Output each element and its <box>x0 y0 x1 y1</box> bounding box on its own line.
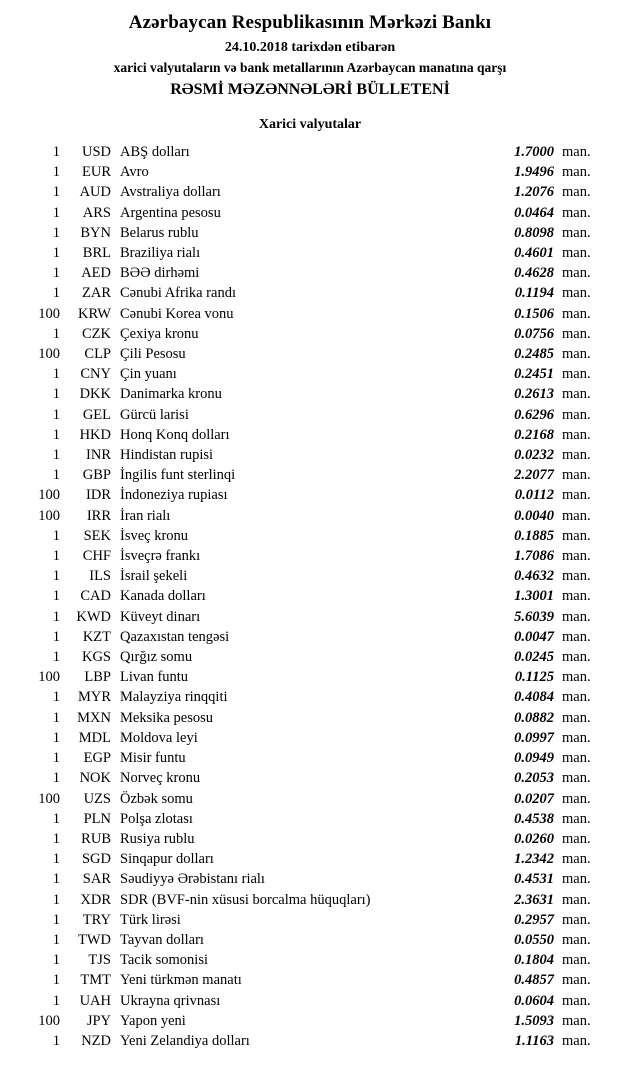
currency-rate: 0.0260 <box>514 830 554 847</box>
currency-name: Səudiyyə Ərəbistanı rialı <box>120 871 265 888</box>
currency-unit: man. <box>562 931 591 948</box>
currency-unit: man. <box>562 527 591 544</box>
page-title: Azərbaycan Respublikasının Mərkəzi Bankı <box>128 12 492 33</box>
currency-amount: 1 <box>52 931 60 948</box>
currency-code: CAD <box>80 588 111 605</box>
currency-unit: man. <box>562 568 591 585</box>
currency-amount: 1 <box>52 406 60 423</box>
currency-code: LBP <box>84 669 111 686</box>
table-row <box>18 506 602 526</box>
currency-rate: 0.2053 <box>514 770 554 787</box>
currency-rate: 0.2168 <box>514 426 554 443</box>
table-row <box>18 849 602 869</box>
currency-name: Norveç kronu <box>120 770 201 787</box>
currency-rate: 0.4632 <box>514 568 554 585</box>
currency-code: AED <box>81 265 111 282</box>
currency-name: Yapon yeni <box>120 1012 186 1029</box>
currency-amount: 1 <box>52 467 60 484</box>
currency-code: BYN <box>80 224 111 241</box>
currency-name: Özbək somu <box>120 790 193 807</box>
currency-code: GEL <box>82 406 111 423</box>
currency-rate: 0.8098 <box>514 224 554 241</box>
currency-rate: 0.0207 <box>514 790 554 807</box>
currency-name: Gürcü larisi <box>120 406 189 423</box>
table-row <box>18 263 602 283</box>
currency-code: MYR <box>77 689 111 706</box>
currency-code: UZS <box>83 790 111 807</box>
currency-amount: 1 <box>52 709 60 726</box>
currency-rate: 0.4601 <box>514 245 554 262</box>
currency-amount: 1 <box>52 447 60 464</box>
currency-rate: 1.7086 <box>514 548 554 565</box>
table-row <box>18 890 602 910</box>
currency-code: CNY <box>80 366 111 383</box>
currency-amount: 1 <box>52 386 60 403</box>
currency-amount: 1 <box>52 729 60 746</box>
currency-amount: 1 <box>52 750 60 767</box>
currency-amount: 1 <box>52 164 60 181</box>
currency-amount: 1 <box>52 224 60 241</box>
currency-rates-table <box>18 142 602 1051</box>
table-row <box>18 809 602 829</box>
currency-amount: 1 <box>52 527 60 544</box>
currency-name: İran rialı <box>120 507 171 524</box>
currency-code: TMT <box>80 972 111 989</box>
table-row <box>18 304 602 324</box>
table-row <box>18 910 602 930</box>
table-row <box>18 789 602 809</box>
table-row <box>18 607 602 627</box>
table-row <box>18 1011 602 1031</box>
currency-unit: man. <box>562 608 591 625</box>
currency-code: MDL <box>78 729 111 746</box>
currency-name: Livan funtu <box>120 669 189 686</box>
table-row <box>18 243 602 263</box>
table-row <box>18 283 602 303</box>
currency-name: İsrail şekeli <box>120 568 188 585</box>
currency-name: Sinqapur dolları <box>120 851 214 868</box>
currency-amount: 1 <box>52 184 60 201</box>
currency-code: MXN <box>77 709 111 726</box>
table-row <box>18 203 602 223</box>
currency-code: RUB <box>81 830 111 847</box>
currency-amount: 1 <box>52 891 60 908</box>
currency-amount: 1 <box>52 649 60 666</box>
currency-unit: man. <box>562 447 591 464</box>
table-row <box>18 1031 602 1051</box>
currency-rate: 0.1804 <box>514 952 554 969</box>
currency-code: BRL <box>82 245 111 262</box>
currency-rate: 0.0047 <box>514 628 554 645</box>
currency-unit: man. <box>562 305 591 322</box>
table-row <box>18 829 602 849</box>
table-row <box>18 667 602 687</box>
currency-code: ZAR <box>82 285 111 302</box>
table-row <box>18 344 602 364</box>
currency-code: EUR <box>82 164 111 181</box>
table-row <box>18 566 602 586</box>
currency-code: SEK <box>83 527 111 544</box>
currency-name: ABŞ dolları <box>120 144 190 160</box>
currency-rate: 0.1125 <box>514 669 554 686</box>
currency-unit: man. <box>562 285 591 302</box>
table-row <box>18 627 602 647</box>
currency-unit: man. <box>562 507 591 524</box>
currency-name: Küveyt dinarı <box>120 608 201 625</box>
table-row <box>18 546 602 566</box>
currency-name: Avro <box>120 164 149 181</box>
table-row <box>18 364 602 384</box>
currency-amount: 100 <box>38 305 60 322</box>
currency-rate: 0.2485 <box>514 346 554 363</box>
currency-name: Yeni Zelandiya dolları <box>120 1032 250 1049</box>
currency-code: SAR <box>82 871 111 888</box>
currency-code: XDR <box>80 891 111 908</box>
currency-code: IDR <box>86 487 111 504</box>
currency-amount: 1 <box>52 265 60 282</box>
currency-unit: man. <box>562 972 591 989</box>
table-row <box>18 748 602 768</box>
currency-amount: 1 <box>52 992 60 1009</box>
table-row <box>18 465 602 485</box>
currency-amount: 1 <box>52 366 60 383</box>
currency-unit: man. <box>562 830 591 847</box>
currency-rate: 0.0245 <box>514 649 554 666</box>
currency-unit: man. <box>562 911 591 928</box>
currency-rate: 0.0604 <box>514 992 554 1009</box>
currency-name: Polşa zlotası <box>120 810 193 827</box>
currency-rate: 0.4531 <box>514 871 554 888</box>
currency-unit: man. <box>562 487 591 504</box>
currency-name: Qazaxıstan tengəsi <box>120 628 230 645</box>
currency-amount: 1 <box>52 568 60 585</box>
currency-rate: 0.0040 <box>514 507 554 524</box>
table-row <box>18 405 602 425</box>
currency-rate: 0.0949 <box>514 750 554 767</box>
currency-name: Avstraliya dolları <box>120 184 221 201</box>
currency-unit: man. <box>562 144 591 160</box>
currency-rate: 1.3001 <box>514 588 554 605</box>
currency-amount: 1 <box>52 426 60 443</box>
currency-unit: man. <box>562 851 591 868</box>
currency-rate: 5.6039 <box>514 608 554 625</box>
currency-unit: man. <box>562 790 591 807</box>
table-row <box>18 142 602 162</box>
currency-rate: 2.3631 <box>514 891 554 908</box>
currency-name: Danimarka kronu <box>120 386 222 403</box>
section-heading-foreign-currencies: Xarici valyutalar <box>258 117 362 132</box>
currency-code: TRY <box>82 911 111 928</box>
currency-rate: 1.2342 <box>514 851 554 868</box>
currency-code: ARS <box>82 204 111 221</box>
currency-unit: man. <box>562 548 591 565</box>
currency-amount: 100 <box>38 790 60 807</box>
table-row <box>18 768 602 788</box>
currency-rate: 0.4857 <box>514 972 554 989</box>
currency-rate: 0.6296 <box>514 406 554 423</box>
currency-rate: 1.5093 <box>514 1012 554 1029</box>
table-row <box>18 708 602 728</box>
currency-unit: man. <box>562 426 591 443</box>
currency-name: Meksika pesosu <box>120 709 214 726</box>
currency-unit: man. <box>562 245 591 262</box>
table-row <box>18 223 602 243</box>
table-row <box>18 324 602 344</box>
currency-amount: 1 <box>52 972 60 989</box>
currency-code: JPY <box>86 1012 111 1029</box>
currency-rate: 1.7000 <box>514 144 554 160</box>
table-row <box>18 869 602 889</box>
currency-unit: man. <box>562 366 591 383</box>
currency-amount: 1 <box>52 689 60 706</box>
currency-name: Misir funtu <box>120 750 186 767</box>
currency-rate: 0.4538 <box>514 810 554 827</box>
currency-amount: 1 <box>52 325 60 342</box>
currency-name: Cənubi Korea vonu <box>120 305 234 322</box>
currency-amount: 1 <box>52 952 60 969</box>
currency-rate: 1.1163 <box>514 1032 554 1049</box>
currency-unit: man. <box>562 588 591 605</box>
table-row <box>18 485 602 505</box>
currency-name: İsveçrə frankı <box>120 548 201 565</box>
currency-rate: 0.4084 <box>514 689 554 706</box>
currency-amount: 1 <box>52 871 60 888</box>
currency-unit: man. <box>562 164 591 181</box>
currency-name: Tayvan dolları <box>120 931 204 948</box>
currency-amount: 100 <box>38 1012 60 1029</box>
currency-name: Argentina pesosu <box>120 204 221 221</box>
currency-name: BƏƏ dirhəmi <box>120 265 200 282</box>
currency-unit: man. <box>562 1012 591 1029</box>
currency-code: CLP <box>84 346 111 363</box>
currency-code: KGS <box>81 649 111 666</box>
currency-unit: man. <box>562 952 591 969</box>
currency-amount: 100 <box>38 507 60 524</box>
currency-rate: 0.0112 <box>514 487 554 504</box>
currency-name: Yeni türkmən manatı <box>120 972 242 989</box>
currency-name: Malayziya rinqqiti <box>120 689 228 706</box>
currency-rate: 0.1194 <box>514 285 554 302</box>
currency-unit: man. <box>562 265 591 282</box>
bulletin-line: RƏSMİ MƏZƏNNƏLƏRİ BÜLLETENİ <box>170 81 450 98</box>
currency-unit: man. <box>562 406 591 423</box>
currency-code: ILS <box>89 568 111 585</box>
currency-name: Honq Konq dolları <box>120 426 230 443</box>
currency-amount: 1 <box>52 851 60 868</box>
currency-amount: 1 <box>52 144 60 160</box>
currency-code: HKD <box>79 426 111 443</box>
currency-amount: 1 <box>52 548 60 565</box>
currency-name: Hindistan rupisi <box>120 447 214 464</box>
currency-amount: 1 <box>52 810 60 827</box>
currency-rates-body <box>18 142 602 1051</box>
currency-rate: 0.0232 <box>514 447 554 464</box>
currency-rate: 0.0882 <box>514 709 554 726</box>
currency-unit: man. <box>562 346 591 363</box>
currency-unit: man. <box>562 467 591 484</box>
currency-amount: 1 <box>52 285 60 302</box>
table-row <box>18 930 602 950</box>
currency-rate: 0.1506 <box>514 305 554 322</box>
currency-unit: man. <box>562 325 591 342</box>
table-row <box>18 586 602 606</box>
currency-code: TWD <box>77 931 111 948</box>
table-row <box>18 647 602 667</box>
currency-amount: 1 <box>52 911 60 928</box>
currency-unit: man. <box>562 770 591 787</box>
currency-unit: man. <box>562 184 591 201</box>
currency-amount: 1 <box>52 770 60 787</box>
currency-name: Çexiya kronu <box>120 325 199 342</box>
currency-code: USD <box>81 144 111 160</box>
currency-name: Moldova leyi <box>120 729 198 746</box>
table-row <box>18 384 602 404</box>
currency-code: DKK <box>79 386 111 403</box>
currency-rate: 0.2451 <box>514 366 554 383</box>
currency-code: IRR <box>86 507 111 524</box>
currency-code: NOK <box>79 770 111 787</box>
currency-name: Çili Pesosu <box>120 346 186 363</box>
currency-unit: man. <box>562 1032 591 1049</box>
currency-name: Cənubi Afrika randı <box>120 285 236 302</box>
currency-name: SDR (BVF-nin xüsusi borcalma hüquqları) <box>120 891 371 908</box>
currency-name: Kanada dolları <box>120 588 206 605</box>
currency-name: İsveç kronu <box>120 527 189 544</box>
currency-name: Ukrayna qrivnası <box>120 992 221 1009</box>
currency-unit: man. <box>562 628 591 645</box>
currency-amount: 1 <box>52 204 60 221</box>
currency-amount: 1 <box>52 830 60 847</box>
currency-unit: man. <box>562 810 591 827</box>
currency-rate: 2.2077 <box>514 467 554 484</box>
description-line: xarici valyutaların və bank metallarının Azərbaycan manatına qarşı <box>113 60 507 75</box>
effective-date-line: 24.10.2018 tarixdən etibarən <box>224 40 396 55</box>
currency-name: Rusiya rublu <box>120 830 195 847</box>
currency-name: İngilis funt sterlinqi <box>120 467 236 484</box>
currency-code: PLN <box>83 810 111 827</box>
currency-name: Tacik somonisi <box>120 952 208 969</box>
table-row <box>18 526 602 546</box>
currency-amount: 100 <box>38 487 60 504</box>
currency-name: Braziliya rialı <box>120 245 201 262</box>
table-row <box>18 445 602 465</box>
currency-code: CZK <box>82 325 111 342</box>
currency-amount: 1 <box>52 608 60 625</box>
currency-rate: 1.9496 <box>514 164 554 181</box>
currency-unit: man. <box>562 871 591 888</box>
currency-unit: man. <box>562 386 591 403</box>
table-row <box>18 950 602 970</box>
currency-code: AUD <box>79 184 111 201</box>
currency-unit: man. <box>562 689 591 706</box>
currency-rate: 0.0997 <box>514 729 554 746</box>
currency-code: KRW <box>77 305 111 322</box>
currency-name: Qırğız somu <box>120 649 193 666</box>
currency-unit: man. <box>562 891 591 908</box>
table-row <box>18 425 602 445</box>
currency-rate: 0.0550 <box>514 931 554 948</box>
currency-code: INR <box>86 447 111 464</box>
currency-code: GBP <box>82 467 111 484</box>
currency-unit: man. <box>562 709 591 726</box>
currency-unit: man. <box>562 204 591 221</box>
currency-amount: 100 <box>38 669 60 686</box>
currency-unit: man. <box>562 750 591 767</box>
currency-rate: 0.1885 <box>514 527 554 544</box>
currency-code: TJS <box>88 952 111 969</box>
currency-amount: 1 <box>52 628 60 645</box>
table-row <box>18 687 602 707</box>
currency-code: NZD <box>81 1032 111 1049</box>
currency-amount: 1 <box>52 588 60 605</box>
currency-unit: man. <box>562 649 591 666</box>
currency-name: Belarus rublu <box>120 224 199 241</box>
table-row <box>18 162 602 182</box>
currency-amount: 1 <box>52 1032 60 1049</box>
table-row <box>18 728 602 748</box>
currency-code: KWD <box>76 608 111 625</box>
currency-unit: man. <box>562 729 591 746</box>
currency-rate: 1.2076 <box>514 184 554 201</box>
currency-code: KZT <box>82 628 111 645</box>
currency-rate: 0.2957 <box>514 911 554 928</box>
currency-code: EGP <box>83 750 111 767</box>
currency-code: UAH <box>79 992 111 1009</box>
currency-name: Türk lirəsi <box>120 911 181 928</box>
table-row <box>18 970 602 990</box>
currency-name: İndoneziya rupiası <box>120 487 228 504</box>
table-row <box>18 182 602 202</box>
currency-amount: 100 <box>38 346 60 363</box>
currency-rate: 0.2613 <box>514 386 554 403</box>
currency-unit: man. <box>562 224 591 241</box>
currency-unit: man. <box>562 992 591 1009</box>
table-row <box>18 991 602 1011</box>
currency-rate: 0.0756 <box>514 325 554 342</box>
currency-rate: 0.0464 <box>514 204 554 221</box>
currency-code: SGD <box>81 851 111 868</box>
currency-code: CHF <box>82 548 111 565</box>
currency-amount: 1 <box>52 245 60 262</box>
currency-rate: 0.4628 <box>514 265 554 282</box>
currency-name: Çin yuanı <box>120 366 177 383</box>
currency-unit: man. <box>562 669 591 686</box>
